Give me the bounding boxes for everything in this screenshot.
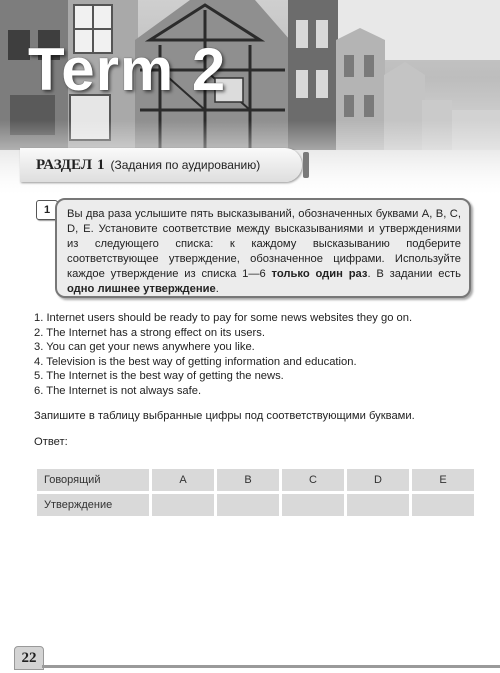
task-instruction-box	[55, 198, 471, 298]
section-subtitle: (Задания по аудированию)	[110, 158, 261, 172]
row-header-speaker: Говорящий	[37, 469, 149, 491]
statement-item: 6. The Internet is not always safe.	[34, 384, 202, 397]
page-number: 22	[14, 646, 44, 670]
answer-table	[34, 466, 477, 519]
footer-rule	[42, 665, 500, 668]
statement-item: 5. The Internet is the best way of getting the news.	[34, 370, 284, 382]
answer-cell-e[interactable]	[412, 494, 474, 516]
term-title: Term 2	[28, 36, 227, 103]
column-header-e: E	[412, 469, 474, 491]
column-header-a: A	[152, 469, 214, 491]
answer-cell-a[interactable]	[152, 494, 214, 516]
table-instruction: Запишите в таблицу выбранные цифры под соответствующими буквами.	[34, 410, 415, 422]
instruction-text-mid: . В задании есть	[367, 268, 461, 280]
statement-item: 2. The Internet has a strong effect on its users.	[34, 326, 265, 339]
section-header	[20, 148, 302, 182]
column-header-d: D	[347, 469, 409, 491]
answer-cell-c[interactable]	[282, 494, 344, 516]
instruction-text-end: .	[215, 283, 219, 295]
instruction-text: Вы два раза услышите пять высказываний, обозначенных буквами A, B, C, D, E. Установите соответствие между высказываниями и утверждениями из следующего списка: к каждому высказыванию подберите соответствующее утверждение, обозначенное цифрами. Используйте каждое утверждение из списка 1—6	[67, 208, 461, 280]
statement-item: 3. You can get your news anywhere you like.	[34, 341, 255, 353]
column-header-c: C	[282, 469, 344, 491]
statement-item: 4. Television is the best way of getting information and education.	[34, 355, 357, 368]
statement-item: 1. Internet users should be ready to pay for some news websites they go on.	[34, 312, 413, 324]
answer-cell-d[interactable]	[347, 494, 409, 516]
row-header-statement: Утверждение	[37, 494, 149, 516]
statement-list	[34, 311, 412, 398]
section-name: РАЗДЕЛ	[36, 156, 93, 173]
section-tab-marker	[303, 152, 309, 178]
table-row-speaker	[37, 469, 474, 491]
table-row-statement	[37, 494, 474, 516]
task-number: 1	[36, 200, 58, 220]
answer-cell-b[interactable]	[217, 494, 279, 516]
answer-label: Ответ:	[34, 436, 68, 448]
section-number: 1	[97, 156, 105, 173]
instruction-emphasis-extra: одно лишнее утверждение	[67, 283, 216, 295]
instruction-emphasis-once: только один раз	[271, 268, 368, 280]
column-header-b: B	[217, 469, 279, 491]
